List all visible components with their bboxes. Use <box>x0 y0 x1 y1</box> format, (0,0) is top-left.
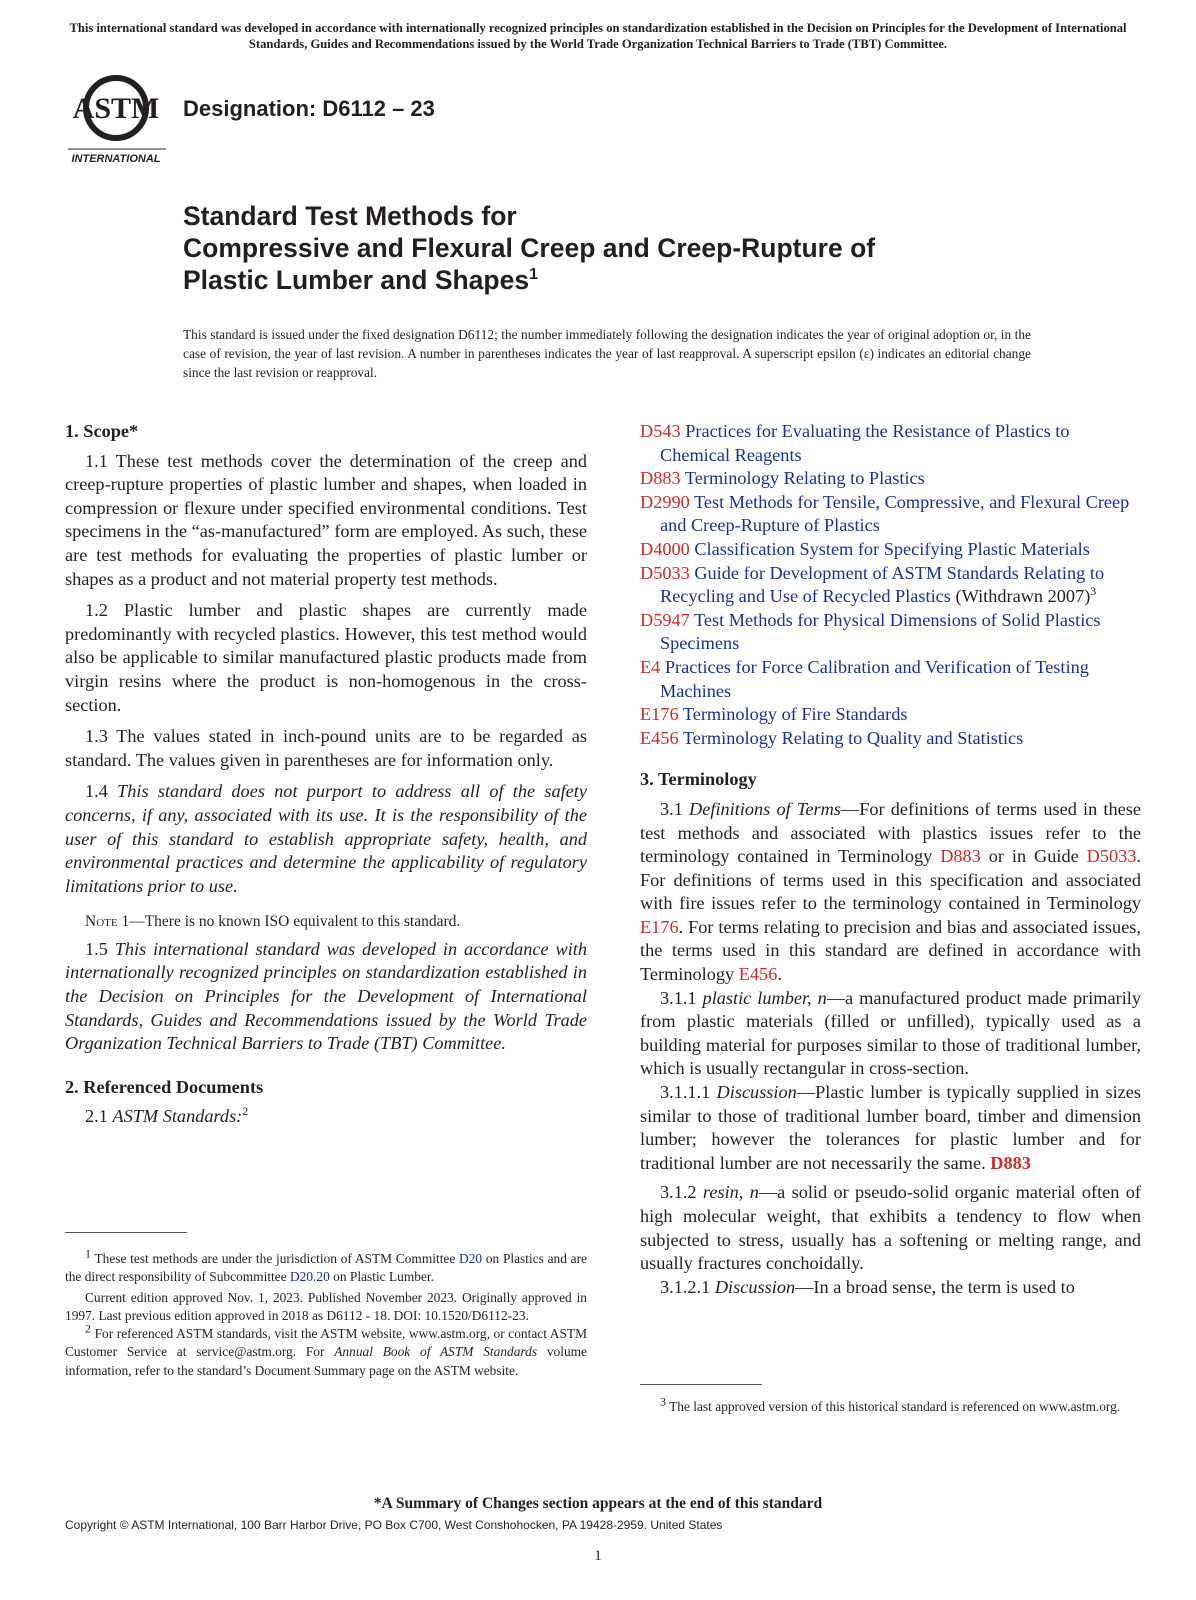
section-1-1: 1.1 These test methods cover the determination of the creep and creep-rupture properties of plastic lumber and shapes, when loaded in compression or flexure under specified environmental conditions. Test specimens in the “as-manufactured” form are employed. As such, these are test methods for evaluating the properties of plastic lumber or shapes as a product and not material property test methods. <box>65 450 587 589</box>
section-3-1-2 <box>640 1181 1141 1275</box>
title-footnote-mark: 1 <box>529 266 538 284</box>
section-1-3: 1.3 The values stated in inch-pound units are to be regarded as standard. The values given in parentheses are for information only. <box>65 726 587 770</box>
section-3-1-2-1-term: Discussion <box>714 1276 796 1297</box>
section-3-1-2-text: —a solid or pseudo-solid organic material often of high molecular weight, that exhibits a tendency to flow when subjected to stress, usually has a softening or melting range, and usually fractures conchoidally. <box>640 1182 1141 1274</box>
footnote-3-mark: 3 <box>660 1394 666 1409</box>
issue-note: This standard is issued under the fixed designation D6112; the number immediately following the designation indicates the year of original adoption or, in the case of revision, the year of last revision. A number in parentheses indicates the year of last reapproval. A superscript epsilon (ε) indicates an editorial change since the last revision or reapproval. <box>183 327 1031 380</box>
footnote-rule-right <box>640 1384 762 1385</box>
reference-code[interactable]: D5033 <box>640 562 690 583</box>
section-3-1-2-1 <box>640 1276 1141 1300</box>
top-notice: This international standard was developed in accordance with internationally recognized principles on standardization established in the Decision on Principles for the Development of International Standards, Guides and Recommendations issued by the World Trade Organization Technical Barriers to Trade (TBT) Committee. <box>69 21 1127 51</box>
section-3-1-1-text: —a manufactured product made primarily from plastic materials (filled or unfilled), typically used as a building material for purposes similar to those of traditional lumber, which is usually rectangular in cross-section. <box>640 987 1141 1079</box>
ref-link-e456[interactable]: E456 <box>738 964 778 985</box>
reference-title[interactable]: Practices for Force Calibration and Verification of Testing Machines <box>660 656 1089 701</box>
reference-item[interactable] <box>640 727 1141 751</box>
reference-code[interactable]: D543 <box>640 421 681 441</box>
left-column <box>65 420 587 1129</box>
note-1-text: —There is no known ISO equivalent to this standard. <box>129 913 461 931</box>
reference-item[interactable] <box>640 609 1141 656</box>
section-3-1-text-d: . For terms relating to precision and bias and associated issues, the terms used in this standard are defined in accordance with Terminology <box>640 916 1141 985</box>
reference-code[interactable]: D2990 <box>640 491 690 512</box>
referenced-documents-heading: 2. Referenced Documents <box>65 1076 264 1097</box>
footnote-3 <box>640 1394 1141 1416</box>
footnote-1 <box>65 1246 587 1287</box>
footnote-1-text-a: These test methods are under the jurisdiction of ASTM Committee <box>91 1251 460 1266</box>
ref-link-d883-bold[interactable]: D883 <box>990 1152 1031 1173</box>
section-3-1-text-b: or in Guide <box>980 846 1087 867</box>
page-number: 1 <box>594 1548 602 1564</box>
reference-item[interactable] <box>640 656 1141 703</box>
reference-code[interactable]: D883 <box>640 468 681 489</box>
logo-subtext: INTERNATIONAL <box>71 153 161 165</box>
footnotes-right <box>640 1394 1141 1416</box>
section-3-1-1-1-text: —Plastic lumber is typically supplied in sizes similar to those of traditional lumber board, timber and dimension lumber; however the tolerances for plastic lumber and for traditional lumber are not necessarily the same. <box>640 1082 1141 1173</box>
section-2-1-text: ASTM Standards: <box>112 1106 243 1127</box>
footnotes-left <box>65 1246 587 1380</box>
document-title <box>183 200 1083 296</box>
ref-link-d5033[interactable]: D5033 <box>1086 846 1137 867</box>
section-1-4 <box>65 780 587 898</box>
section-1-5-text: This international standard was developed in accordance with internationally recognized principles on standardization established in the Decision on Principles for the Development of International Standards, Guides and Recommendations issued by the World Trade Organization Technical Barriers to Trade (TBT) Committee. <box>65 938 587 1054</box>
reference-title[interactable]: Test Methods for Tensile, Compressive, and Flexural Creep and Creep-Rupture of Plastics <box>660 491 1130 536</box>
section-3-1-2-1-text: —In a broad sense, the term is used to <box>795 1276 1075 1297</box>
reference-item[interactable] <box>640 703 1141 727</box>
footnote-2-text-b: volume information, refer to the standard’s Document Summary page on the ASTM website. <box>65 1344 587 1378</box>
scope-heading: 1. Scope* <box>65 421 139 441</box>
astm-logo-icon <box>66 70 170 166</box>
footnote-1-text-c: on Plastic Lumber. <box>329 1269 434 1285</box>
section-3-1-1-1-term: Discussion <box>716 1082 797 1103</box>
reference-title[interactable]: Terminology Relating to Quality and Statistics <box>682 727 1024 748</box>
section-3-1-term: Definitions of Terms <box>689 798 841 819</box>
section-3-1-1-1 <box>640 1081 1141 1175</box>
designation: Designation: D6112 – 23 <box>183 96 435 121</box>
section-2-1-footnote-mark: 2 <box>242 1104 249 1119</box>
title-line-2: Compressive and Flexural Creep and Creep-Rupture of <box>183 233 876 263</box>
note-1 <box>65 910 587 934</box>
footnote-edition: Current edition approved Nov. 1, 2023. Published November 2023. Originally approved in 1997. Last previous edition approved in 2018 as D6112 - 18. DOI: 10.1520/D6112-23. <box>65 1289 587 1323</box>
footnote-3-text: The last approved version of this historical standard is referenced on www.astm.org. <box>666 1399 1121 1414</box>
title-line-3: Plastic Lumber and Shapes <box>183 265 530 295</box>
terminology-heading: 3. Terminology <box>640 769 757 790</box>
section-3-1-number: 3.1 <box>660 798 683 819</box>
reference-item[interactable] <box>640 467 1141 491</box>
copyright: Copyright © ASTM International, 100 Barr Harbor Drive, PO Box C700, West Conshohocken, PA 19428-2959. United States <box>65 1518 723 1532</box>
footnote-2-italic: Annual Book of ASTM Standards <box>334 1344 538 1360</box>
section-3-1-text-e: . <box>777 964 782 985</box>
section-1-4-text: This standard does not purport to address all of the safety concerns, if any, associated with its use. It is the responsibility of the user of this standard to establish appropriate safety, health, and environmental practices and determine the applicability of regulatory limitations prior to use. <box>65 781 587 896</box>
reference-code[interactable]: E456 <box>640 727 679 748</box>
ref-link-e176[interactable]: E176 <box>640 916 679 937</box>
section-3-1-text-a: —For definitions of terms used in these test methods and associated with plastics issues refer to the terminology contained in Terminology <box>640 798 1141 867</box>
section-2-1-number: 2.1 <box>85 1106 108 1127</box>
note-1-label: Note 1 <box>85 913 130 931</box>
section-3-1 <box>640 798 1141 987</box>
footnote-1-mark: 1 <box>85 1246 91 1261</box>
footnote-1-text-b: on Plastics and are the direct responsibility of Subcommittee <box>65 1251 587 1285</box>
section-1-2: 1.2 Plastic lumber and plastic shapes are currently made predominantly with recycled plastics. However, this test method would also be applicable to similar manufactured plastic products made from virgin resins where the product is non-homogenous in the cross-section. <box>65 600 587 715</box>
reference-title[interactable]: Classification System for Specifying Plastic Materials <box>694 538 1090 559</box>
reference-title[interactable]: Terminology Relating to Plastics <box>684 468 925 489</box>
section-2-1 <box>65 1105 587 1129</box>
reference-title[interactable]: Test Methods for Physical Dimensions of Solid Plastics Specimens <box>660 609 1101 654</box>
reference-item[interactable] <box>640 420 1141 467</box>
reference-title[interactable]: Guide for Development of ASTM Standards Relating to Recycling and Use of Recycled Plastics <box>660 562 1105 607</box>
reference-code[interactable]: D5947 <box>640 609 690 630</box>
section-1-5-number: 1.5 <box>85 938 108 959</box>
section-3-1-1-term: plastic lumber, n <box>702 987 827 1008</box>
logo-mark-text: ASTM <box>72 92 160 125</box>
astm-logo <box>66 70 170 166</box>
section-3-1-text-c: . For definitions of terms used in this specification and associated with fire issues refer to the terminology contained in Terminology <box>640 846 1141 914</box>
reference-item[interactable] <box>640 491 1141 538</box>
reference-code[interactable]: E176 <box>640 704 679 725</box>
reference-list <box>640 420 1141 750</box>
section-3-1-2-term: resin, n <box>702 1182 759 1203</box>
reference-title[interactable]: Practices for Evaluating the Resistance of Plastics to Chemical Reagents <box>660 421 1070 465</box>
reference-footnote-mark: 3 <box>1090 584 1097 599</box>
footnote-2-text-a: For referenced ASTM standards, visit the ASTM website, www.astm.org, or contact ASTM Customer Service at service@astm.org. For <box>65 1326 587 1360</box>
reference-code[interactable]: E4 <box>640 656 661 677</box>
ref-link-d883[interactable]: D883 <box>940 846 981 867</box>
reference-withdrawn-note: (Withdrawn 2007) <box>950 586 1091 607</box>
summary-of-changes-note: *A Summary of Changes section appears at the end of this standard <box>373 1495 823 1512</box>
committee-d20-link[interactable]: D20 <box>459 1251 483 1266</box>
section-1-4-number: 1.4 <box>85 781 108 802</box>
section-3-1-2-number: 3.1.2 <box>660 1182 697 1203</box>
reference-code[interactable]: D4000 <box>640 538 690 559</box>
section-3-1-1-number: 3.1.1 <box>660 987 697 1008</box>
subcommittee-d20-20-link[interactable]: D20.20 <box>290 1269 330 1285</box>
section-3-1-1-1-number: 3.1.1.1 <box>660 1082 711 1103</box>
footnote-rule-left <box>65 1232 187 1233</box>
right-column <box>640 420 1141 1299</box>
footnote-2-mark: 2 <box>85 1321 91 1336</box>
reference-item[interactable] <box>640 538 1141 562</box>
footnote-2 <box>65 1321 587 1380</box>
section-3-1-1 <box>640 987 1141 1081</box>
title-line-1: Standard Test Methods for <box>183 201 517 231</box>
section-1-5 <box>65 938 587 1056</box>
reference-item[interactable] <box>640 562 1141 609</box>
reference-title[interactable]: Terminology of Fire Standards <box>682 704 908 725</box>
section-3-1-2-1-number: 3.1.2.1 <box>660 1276 711 1297</box>
